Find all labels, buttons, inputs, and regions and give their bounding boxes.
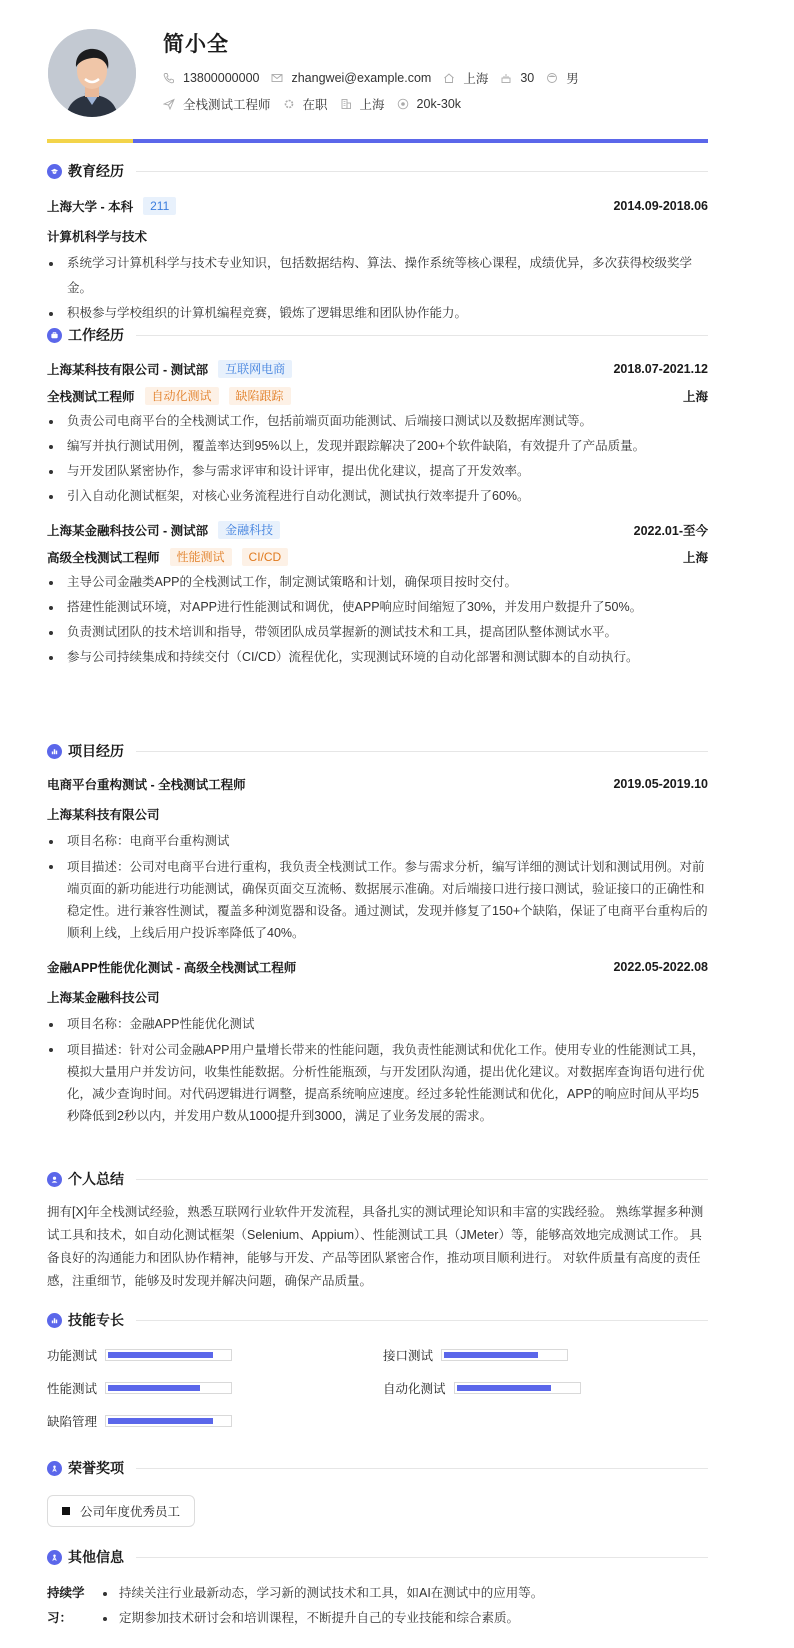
info-person-icon xyxy=(47,1550,62,1565)
header-divider xyxy=(47,139,708,143)
skill-item: 性能测试 xyxy=(47,1379,232,1397)
avatar xyxy=(48,29,136,117)
section-title: 个人总结 xyxy=(68,1171,124,1187)
role-tag: 缺陷跟踪 xyxy=(229,387,291,405)
project-period: 2022.05-2022.08 xyxy=(613,960,708,974)
square-bullet-icon xyxy=(62,1507,70,1515)
industry-tag: 金融科技 xyxy=(218,521,280,539)
summary-section xyxy=(47,1169,708,1293)
list-item: 负责公司电商平台的全栈测试工作，包括前端页面功能测试、后端接口测试以及数据库测试等。 xyxy=(47,409,708,434)
education-section xyxy=(47,161,708,326)
building-icon xyxy=(340,98,352,110)
major: 计算机科学与技术 xyxy=(47,230,148,244)
cake-icon xyxy=(500,72,512,84)
gender-icon xyxy=(546,72,558,84)
contact-row xyxy=(163,69,591,87)
company-name: 上海某金融科技公司 - 测试部 xyxy=(47,524,209,538)
other-item xyxy=(47,1581,708,1631)
list-item: 系统学习计算机科学与技术专业知识，包括数据结构、算法、操作系统等核心课程，成绩优异，多次获得校级奖学金。 xyxy=(47,251,708,301)
job-intent-row xyxy=(163,95,473,113)
send-icon xyxy=(163,98,175,110)
awards-section xyxy=(47,1458,708,1527)
skill-item: 缺陷管理 xyxy=(47,1412,232,1430)
work-item xyxy=(47,521,708,670)
project-name: 电商平台重构测试 - 全栈测试工程师 xyxy=(47,778,246,792)
section-title: 项目经历 xyxy=(68,743,124,759)
skill-bar xyxy=(105,1382,232,1394)
section-title: 教育经历 xyxy=(68,163,124,179)
other-label: 持续学习： xyxy=(47,1586,85,1625)
skill-bar xyxy=(105,1415,232,1427)
school-name: 上海大学 - 本科 xyxy=(47,200,134,214)
work-location: 上海 xyxy=(682,551,708,565)
list-item: 与开发团队紧密协作，参与需求评审和设计评审，提出优化建议，提高了开发效率。 xyxy=(47,459,708,484)
project-bullets xyxy=(47,829,708,944)
job-role: 全栈测试工程师 xyxy=(47,390,135,404)
city-item: 上海 xyxy=(340,95,385,113)
list-item: 搭建性能测试环境，对APP进行性能测试和调优，使APP响应时间缩短了30%，并发用户数提升了50%。 xyxy=(47,595,708,620)
gender-item: 男 xyxy=(546,69,579,87)
list-item: 项目名称：金融APP性能优化测试 xyxy=(47,1012,708,1037)
skill-bar xyxy=(441,1349,568,1361)
age-item: 30 xyxy=(500,71,534,85)
bar-chart-icon xyxy=(47,744,62,759)
role-tag: 性能测试 xyxy=(170,548,232,566)
section-title: 工作经历 xyxy=(68,327,124,343)
skill-item: 自动化测试 xyxy=(383,1379,581,1397)
list-item: 主导公司金融类APP的全栈测试工作，制定测试策略和计划，确保项目按时交付。 xyxy=(47,570,708,595)
skill-bar xyxy=(105,1349,232,1361)
job-role: 高级全栈测试工程师 xyxy=(47,551,160,565)
skill-bar xyxy=(454,1382,581,1394)
list-item: 项目描述：针对公司金融APP用户量增长带来的性能问题，我负责性能测试和优化工作。使用专业的性能测试工具，模拟大量用户并发访问，收集性能数据。分析性能瓶颈，与开发团队沟通，提出优化建议。对数据库查询语句进行优化，减少查询时间。对代码逻辑进行调整，提高系统响应速度。经过多轮性能测试和优化，APP的响应时间从平均5秒降低到2秒以内，并发用户数从1000提升到3000，满足了业务发展的需求。 xyxy=(47,1037,708,1127)
list-item: 项目描述：公司对电商平台进行重构，我负责全栈测试工作。参与需求分析，编写详细的测试计划和测试用例。对前端页面的新功能进行功能测试，确保页面交互流畅、数据展示准确。对后端接口进行接口测试，验证接口的正确性和稳定性。进行兼容性测试，覆盖多种浏览器和设备。通过测试，发现并修复了150+个缺陷，保证了电商平台重构后的顺利上线，上线后用户投诉率降低了40%。 xyxy=(47,854,708,944)
bar-chart-icon xyxy=(47,1313,62,1328)
project-company: 上海某金融科技公司 xyxy=(47,991,160,1005)
work-location: 上海 xyxy=(682,390,708,404)
role-tag: 自动化测试 xyxy=(145,387,219,405)
project-item xyxy=(47,775,708,944)
education-period: 2014.09-2018.06 xyxy=(613,199,708,213)
list-item: 编写并执行测试用例，覆盖率达到95%以上，发现并跟踪解决了200+个软件缺陷，有效提升了产品质量。 xyxy=(47,434,708,459)
home-icon xyxy=(443,72,455,84)
section-title: 其他信息 xyxy=(68,1549,124,1565)
skill-item: 功能测试 xyxy=(47,1346,232,1364)
skills-section xyxy=(47,1310,708,1430)
other-bullets xyxy=(101,1581,543,1631)
resume-header xyxy=(0,0,794,140)
hometown-item: 上海 xyxy=(443,69,488,87)
role-tag: CI/CD xyxy=(242,548,289,566)
list-item: 项目名称：电商平台重构测试 xyxy=(47,829,708,854)
work-section xyxy=(47,325,708,670)
project-bullets xyxy=(47,1012,708,1127)
list-item: 引入自动化测试框架，对核心业务流程进行自动化测试，测试执行效率提升了60%。 xyxy=(47,484,708,509)
work-period: 2018.07-2021.12 xyxy=(613,362,708,376)
projects-section xyxy=(47,741,708,1127)
briefcase-icon xyxy=(47,328,62,343)
mail-icon xyxy=(271,72,283,84)
project-period: 2019.05-2019.10 xyxy=(613,777,708,791)
project-item xyxy=(47,958,708,1127)
candidate-name: 简小全 xyxy=(163,33,229,56)
project-name: 金融APP性能优化测试 - 高级全栈测试工程师 xyxy=(47,961,297,975)
section-title: 荣誉奖项 xyxy=(68,1460,124,1476)
status-icon xyxy=(283,98,295,110)
work-item xyxy=(47,360,708,509)
section-title: 技能专长 xyxy=(68,1312,124,1328)
award-icon xyxy=(47,1461,62,1476)
company-name: 上海某科技有限公司 - 测试部 xyxy=(47,363,209,377)
position-item: 全栈测试工程师 xyxy=(163,95,271,113)
project-company: 上海某科技有限公司 xyxy=(47,808,160,822)
industry-tag: 互联网电商 xyxy=(218,360,292,378)
salary-item: 20k-30k xyxy=(397,97,461,111)
list-item: 持续关注行业最新动态，学习新的测试技术和工具，如AI在测试中的应用等。 xyxy=(101,1581,543,1606)
phone-item: 13800000000 xyxy=(163,71,259,85)
list-item: 定期参加技术研讨会和培训课程，不断提升自己的专业技能和综合素质。 xyxy=(101,1606,543,1631)
summary-text: 拥有[X]年全栈测试经验，熟悉互联网行业软件开发流程，具备扎实的测试理论知识和丰富的实践经验。 熟练掌握多种测试工具和技术，如自动化测试框架（Selenium、Appium）、性能测试工具（JMeter）等，能够高效地完成测试工作。 具备良好的沟通能力和团队协作精神，能够与开发、产品等团队紧密合作，推动项目顺利进行。 对软件质量有高度的责任感，注重细节，能够及时发现并解决问题，确保产品质量。 xyxy=(47,1205,704,1288)
work-bullets xyxy=(47,570,708,670)
other-section xyxy=(47,1547,708,1631)
status-item: 在职 xyxy=(283,95,328,113)
list-item: 负责测试团队的技术培训和指导，带领团队成员掌握新的测试技术和工具，提高团队整体测试水平。 xyxy=(47,620,708,645)
work-bullets xyxy=(47,409,708,509)
user-icon xyxy=(47,1172,62,1187)
education-bullets xyxy=(47,251,708,326)
list-item: 积极参与学校组织的计算机编程竞赛，锻炼了逻辑思维和团队协作能力。 xyxy=(47,301,708,326)
graduation-cap-icon xyxy=(47,164,62,179)
list-item: 参与公司持续集成和持续交付（CI/CD）流程优化，实现测试环境的自动化部署和测试脚本的自动执行。 xyxy=(47,645,708,670)
email-item: zhangwei@example.com xyxy=(271,71,431,85)
salary-icon xyxy=(397,98,409,110)
work-period: 2022.01-至今 xyxy=(633,524,708,538)
phone-icon xyxy=(163,72,175,84)
skill-item: 接口测试 xyxy=(383,1346,568,1364)
award-badge: 公司年度优秀员工 xyxy=(47,1495,195,1527)
school-tag: 211 xyxy=(143,197,176,215)
